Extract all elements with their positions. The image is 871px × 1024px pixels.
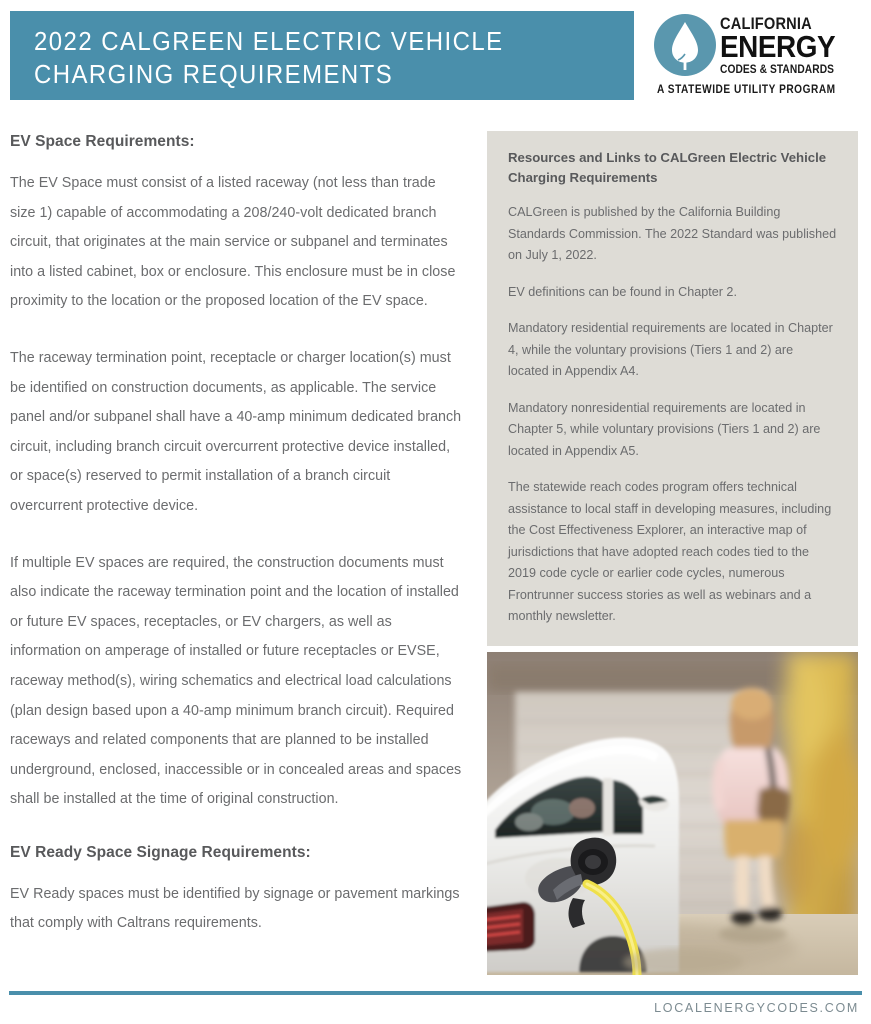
paragraph-signage: EV Ready spaces must be identified by signage or pavement markings that comply with Caltrans requirements. xyxy=(10,885,460,932)
resources-paragraph-1: CALGreen is published by the California Building Standards Commission. The 2022 Standard was published on July 1, 2022. xyxy=(508,205,837,262)
ev-charging-illustration xyxy=(487,652,858,975)
logo-tagline: A STATEWIDE UTILITY PROGRAM xyxy=(657,84,836,96)
resources-panel xyxy=(487,131,858,646)
ev-charging-photo xyxy=(487,652,858,975)
logo-line-codes-standards: CODES & STANDARDS xyxy=(720,62,835,76)
resources-panel-title: Resources and Links to CALGreen Electric Vehicle Charging Requirements xyxy=(508,150,827,185)
resources-paragraph-5: The statewide reach codes program offers technical assistance to local staff in developing measures, including the Cost Effectiveness Explorer, an interactive map of jurisdictions that have adopted reach codes tied to the 2019 code cycle or earlier code cycles, numerous Frontrunner success stories as well as webinars and a monthly newsletter. xyxy=(508,480,832,623)
logo-line-california: CALIFORNIA xyxy=(720,14,812,33)
footer-divider xyxy=(9,991,862,995)
paragraph-ev-space-1: The EV Space must consist of a listed raceway (not less than trade size 1) capable of accommodating a 208/240-volt dedicated branch circuit, that originates at the main service or subpanel and terminates into a listed cabinet, box or enclosure. This enclosure must be in close proximity to the location or the proposed location of the EV space. xyxy=(10,175,456,310)
page-header xyxy=(0,0,871,112)
paragraph-ev-space-2: The raceway termination point, receptacle or charger location(s) must be identified on construction documents, as applicable. The service panel and/or subpanel shall have a 40-amp minimum dedicated branch circuit, including branch circuit overcurrent protective device installed, or space(s) reserved to permit installation of a branch circuit overcurrent protective device. xyxy=(10,349,462,514)
california-energy-flame-logo-icon xyxy=(654,14,716,76)
california-energy-logo xyxy=(654,14,862,102)
logo-line-energy: ENERGY xyxy=(720,29,836,64)
resources-paragraph-3: Mandatory residential requirements are located in Chapter 4, while the voluntary provisions (Tiers 1 and 2) are located in Appendix A4. xyxy=(508,321,833,378)
resources-paragraph-4: Mandatory nonresidential requirements are located in Chapter 5, while voluntary provisions (Tiers 1 and 2) are located in Appendix A5. xyxy=(508,400,821,458)
page-title-line-1: 2022 CALGREEN ELECTRIC VEHICLE xyxy=(34,26,504,56)
footer-website-url: LOCALENERGYCODES.COM xyxy=(654,1001,859,1015)
logo-wordmark xyxy=(720,15,860,76)
paragraph-ev-space-3: If multiple EV spaces are required, the construction documents must also indicate the raceway termination point and the location of installed or future EV spaces, receptacles, or EV chargers, as well as information on amperage of installed or future receptacles or EVSE, raceway method(s), wiring schematics and electrical load calculations (plan design based upon a 40-amp minimum branch circuit). Required raceways and related components that are planned to be installed underground, enclosed, inaccessible or in concealed areas and spaces shall be installed at the time of original construction. xyxy=(10,554,462,808)
heading-ev-ready-signage-requirements: EV Ready Space Signage Requirements: xyxy=(10,843,311,861)
main-content-column xyxy=(10,131,462,939)
page-title-line-2: CHARGING REQUIREMENTS xyxy=(34,59,394,89)
title-banner xyxy=(10,11,634,100)
heading-ev-space-requirements: EV Space Requirements: xyxy=(10,133,195,150)
resources-paragraph-2: EV definitions can be found in Chapter 2. xyxy=(508,284,737,299)
